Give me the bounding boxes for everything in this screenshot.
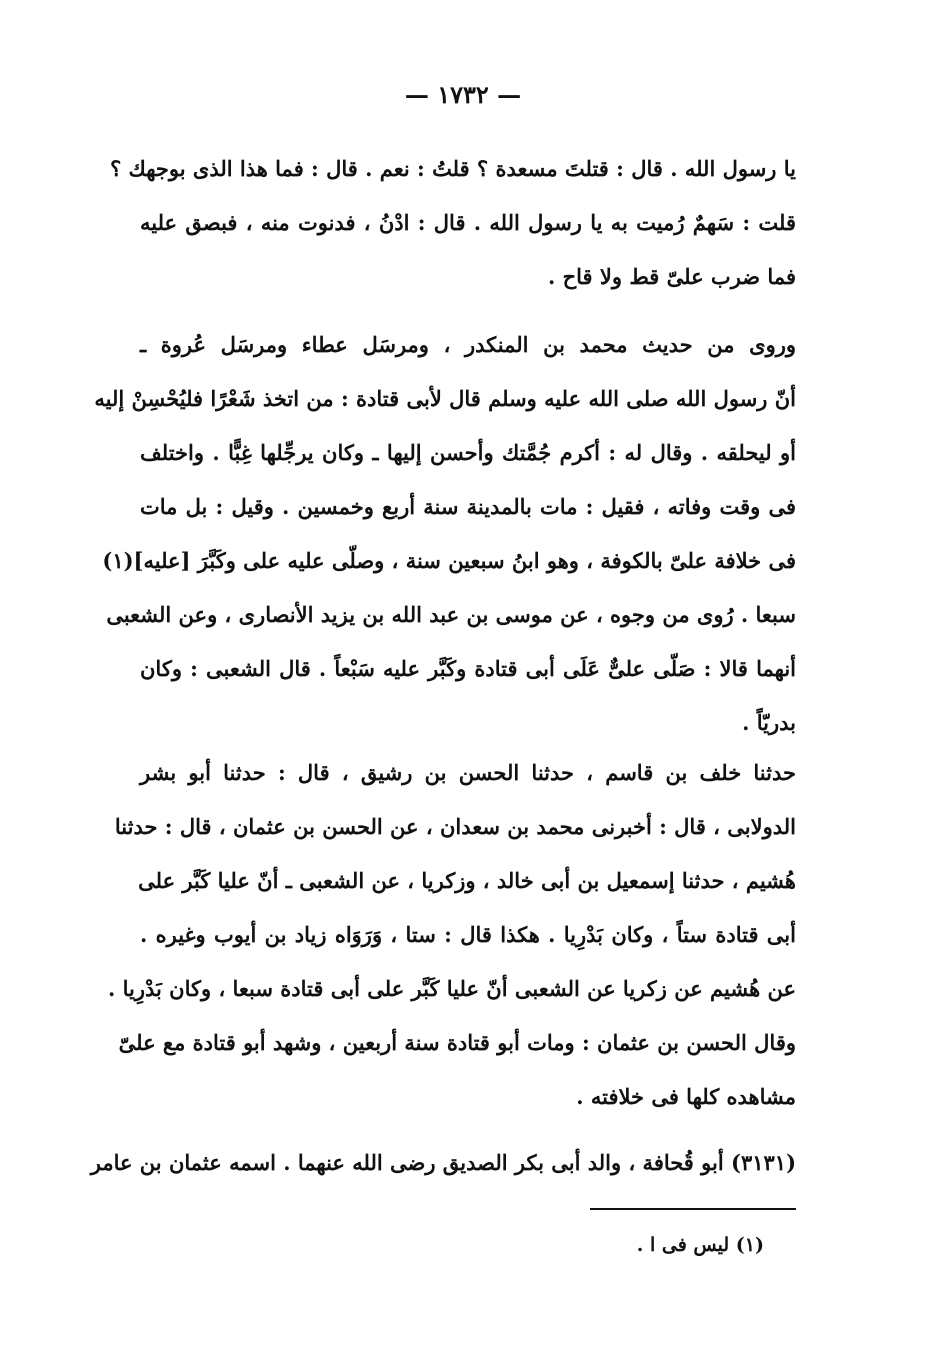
text-line: أبى قتادة ستاً ، وكان بَدْرِيا . هكذا قال : ستا ، وَرَوَاه زياد بن أيوب وغيره . [140, 922, 796, 947]
text-line: يا رسول الله . قال : قتلتَ مسعدة ؟ قلتُ : نعم . قال : فما هذا الذى بوجهك ؟ [110, 156, 796, 181]
paragraph-3 [107, 746, 796, 1124]
text-line: قلت : سَهمٌ رُميت به يا رسول الله . قال : ادْنُ ، فدنوت منه ، فبصق عليه [140, 210, 796, 235]
text-line: أنهما قالا : صَلّى علىٌّ عَلَى أبى قتادة وكَبَّر عليه سَبْعاً . قال الشعبى : وكان [140, 656, 796, 681]
text-line: وروى من حديث محمد بن المنكدر ، ومرسَل عطاء ومرسَل عُروة ـ [140, 332, 796, 357]
entry-heading-3131 [90, 1136, 796, 1190]
paragraph-2 [94, 318, 796, 750]
page-number: — ١٧٣٢ — [404, 80, 522, 109]
footnote: (١) ليس فى ا . [636, 1234, 764, 1256]
text-line: الدولابى ، قال : أخبرنى محمد بن سعدان ، عن الحسن بن عثمان ، قال : حدثنا [114, 814, 796, 839]
footnote-divider [590, 1208, 796, 1210]
text-line: حدثنا خلف بن قاسم ، حدثنا الحسن بن رشيق ، قال : حدثنا أبو بشر [140, 760, 796, 785]
text-line: أنّ رسول الله صلى الله عليه وسلم قال لأبى قتادة : من اتخذ شَعْرًا فليُحْسِنْ إليه [94, 386, 796, 411]
text-line: عن هُشيم عن زكريا عن الشعبى أنّ عليا كَبَّر على أبى قتادة سبعا ، وكان بَدْرِيا . [107, 976, 796, 1001]
paragraph-1 [110, 142, 796, 304]
text-line: بدريّاً . [742, 710, 796, 735]
text-line: وقال الحسن بن عثمان : ومات أبو قتادة سنة أربعين ، وشهد أبو قتادة مع علىّ [118, 1030, 796, 1055]
text-line: فى خلافة علىّ بالكوفة ، وهو ابنُ سبعين سنة ، وصلّى عليه على وكَبَّرَ [عليه](١) [102, 548, 796, 573]
text-line: مشاهده كلها فى خلافته . [576, 1084, 796, 1109]
text-line: سبعا . رُوى من وجوه ، عن موسى بن عبد الله بن يزيد الأنصارى ، وعن الشعبى [106, 602, 796, 627]
text-line: أو ليحلقه . وقال له : أكرم جُمَّتك وأحسن إليها ـ وكان يرجِّلها غِبًّا . واختلف [140, 440, 796, 465]
text-line: هُشيم ، حدثنا إسمعيل بن أبى خالد ، وزكريا ، عن الشعبى ـ أنّ عليا كَبَّر على [138, 868, 796, 893]
text-line: فما ضرب علىّ قط ولا قاح . [547, 264, 796, 289]
text-line: (٣١٣١) أبو قُحافة ، والد أبى بكر الصديق رضى الله عنهما . اسمه عثمان بن عامر [90, 1150, 796, 1175]
text-line: فى وقت وفاته ، فقيل : مات بالمدينة سنة أربع وخمسين . وقيل : بل مات [140, 494, 796, 519]
